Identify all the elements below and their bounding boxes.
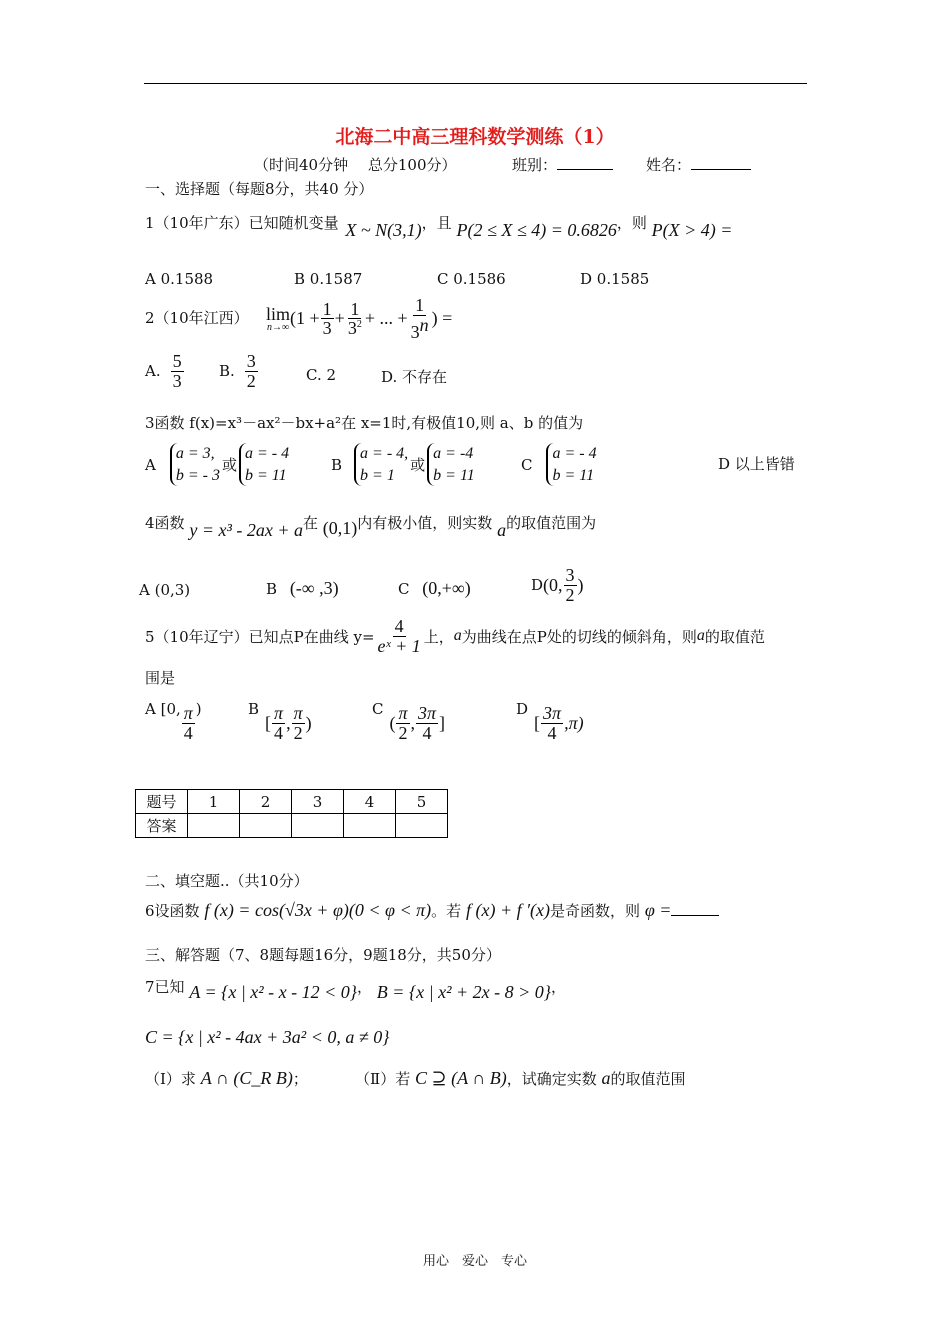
- table-header-cell: 1: [188, 790, 240, 814]
- name-field[interactable]: 姓名：: [646, 154, 751, 175]
- q3-option-b[interactable]: B a = - 4, b = 1 或 a = -4 b = 11: [331, 443, 475, 486]
- class-field[interactable]: 班别：: [512, 154, 613, 175]
- q5-option-d[interactable]: D [ $\frac{3\pi}{4}$ ,π): [516, 700, 584, 743]
- answer-cell-5[interactable]: [396, 814, 448, 838]
- q1-option-a[interactable]: A 0.1588: [145, 270, 214, 288]
- q5-line2: 围是: [145, 669, 176, 687]
- page-title: 北海二中高三理科数学测练（1）: [335, 126, 615, 148]
- q4-option-a[interactable]: A (0,3): [139, 581, 191, 599]
- q4-interval: (0,1): [322, 518, 358, 538]
- time-score: （时间40分钟 总分100分）: [254, 156, 457, 174]
- name-blank[interactable]: [691, 155, 751, 170]
- answer-cell-4[interactable]: [344, 814, 396, 838]
- q6-function: f (x) = cos(√3x + φ)(0 < φ < π): [204, 900, 432, 920]
- q1-option-b[interactable]: B 0.1587: [294, 270, 363, 288]
- page-footer: 用心 爱心 专心: [422, 1254, 527, 1269]
- q6-answer-blank[interactable]: [671, 901, 719, 916]
- header-rule: [144, 83, 807, 84]
- question-6: 6设函数 f (x) = cos(√3x + φ)(0 < φ < π)。若 f (x) + f ′(x)是奇函数，则 φ =: [145, 900, 719, 921]
- q4-option-d[interactable]: D (0, $\frac{3}{2}$ ): [531, 565, 584, 605]
- answer-cell-2[interactable]: [240, 814, 292, 838]
- q4-option-c[interactable]: C (0,+∞): [398, 578, 471, 598]
- q7-set-a: A = {x | x² - x - 12 < 0}: [189, 982, 357, 1002]
- q2-option-b[interactable]: B. $\frac{3}{2}$: [219, 351, 256, 391]
- q1-probability: P(2 ≤ X ≤ 4) = 0.6826: [456, 220, 617, 240]
- question-3: 3函数 f(x)=x³－ax²－bx+a²在 x=1时,有极值10,则 a、b 的值为: [145, 414, 584, 432]
- q2-expression: lim n→∞ (1 + $\frac{1}{3}$ + $\frac{1}{3^2}$ + ... + $\frac{1}{3^n}$ ) =: [266, 295, 453, 342]
- q4-option-b[interactable]: B (-∞ ,3): [266, 578, 339, 598]
- q2-option-c[interactable]: C. 2: [306, 366, 337, 384]
- q2-option-a[interactable]: A. $\frac{5}{3}$: [145, 351, 182, 391]
- q5-option-c[interactable]: C ( $\frac{\pi}{2}$ , $\frac{3\pi}{4}$ ]: [372, 700, 446, 743]
- q7-set-b: B = {x | x² + 2x - 8 > 0}: [376, 982, 551, 1002]
- exam-info: [254, 154, 457, 175]
- question-1: 1（10年广东）已知随机变量 X ~ N(3,1)，且 P(2 ≤ X ≤ 4) = 0.6826，则 P(X > 4) =: [145, 214, 733, 240]
- q3-option-d[interactable]: D 以上皆错: [718, 455, 795, 473]
- q2-option-d[interactable]: D. 不存在: [381, 368, 448, 386]
- question-5: 5（10年辽宁）已知点P在曲线 y= $\frac{4}{\text{eˣ + 1}}$ 上， a 为曲线在点P处的切线的倾斜角，则 a 的取值范: [145, 616, 765, 656]
- class-blank[interactable]: [557, 155, 613, 170]
- answer-cell-1[interactable]: [188, 814, 240, 838]
- q1-option-d[interactable]: D 0.1585: [580, 270, 650, 288]
- q1-distribution: X ~ N(3,1): [345, 220, 422, 240]
- section1-heading: 一、选择题（每题8分，共40 分）: [145, 180, 374, 198]
- answer-cell-3[interactable]: [292, 814, 344, 838]
- q2-prefix: 2（10年江西）: [145, 309, 249, 327]
- q4-function: y = x³ - 2ax + a: [189, 520, 303, 540]
- section3-heading: 三、解答题（7、8题每题16分，9题18分，共50分）: [145, 946, 501, 964]
- q5-option-b[interactable]: B [ $\frac{\pi}{4}$ , $\frac{\pi}{2}$ ): [248, 700, 312, 743]
- table-header-cell: 5: [396, 790, 448, 814]
- question-4: 4函数 y = x³ - 2ax + a在 (0,1)内有极小值，则实数 a的取值范围为: [145, 514, 597, 540]
- q3-option-c[interactable]: C a = - 4 b = 11: [521, 443, 597, 486]
- table-header-cell: 4: [344, 790, 396, 814]
- section2-heading: 二、填空题..（共10分）: [145, 872, 309, 890]
- table-row-label: 答案: [136, 814, 188, 838]
- table-header-cell: 2: [240, 790, 292, 814]
- q6-expression: f (x) + f ′(x): [465, 900, 551, 920]
- q1-ask: P(X > 4) =: [651, 220, 733, 240]
- table-header-cell: 3: [292, 790, 344, 814]
- q7-set-c: C = {x | x² - 4ax + 3a² < 0, a ≠ 0}: [145, 1027, 390, 1047]
- table-header-cell: 题号: [136, 790, 188, 814]
- answer-table: [135, 789, 448, 838]
- question-7: 7已知 A = {x | x² - x - 12 < 0}， B = {x | x² + 2x - 8 > 0}，: [145, 978, 566, 1002]
- table-row: [136, 790, 448, 814]
- q1-option-c[interactable]: C 0.1586: [437, 270, 506, 288]
- table-row: [136, 814, 448, 838]
- q7-part-1: （Ⅰ）求 A ∩ (C_R B)；: [145, 1068, 308, 1088]
- q7-part-2: （Ⅱ）若 C ⊇ (A ∩ B)，试确定实数 a的取值范围: [355, 1068, 686, 1088]
- q5-option-a[interactable]: A [0, $\frac{\pi}{4}$ ): [145, 700, 202, 743]
- q3-option-a[interactable]: A a = 3, b = - 3 或 a = - 4 b = 11: [145, 443, 289, 486]
